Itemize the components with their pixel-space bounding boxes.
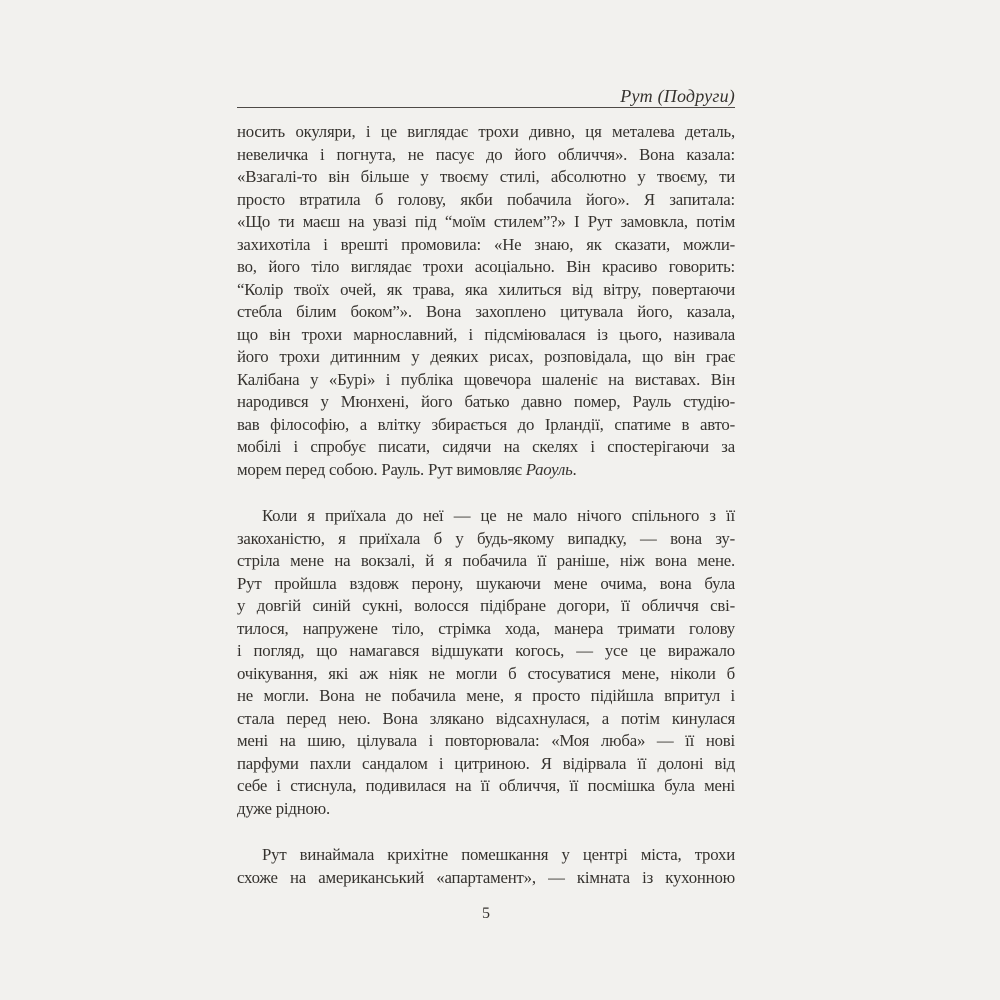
text-line: «Що ти маєш на увазі під “моїм стилем”?» І Рут замовкла, потім bbox=[237, 212, 735, 231]
text-line: закоханістю, я приїхала б у будь-якому випадку, — вона зу- bbox=[237, 528, 735, 548]
running-header bbox=[237, 85, 735, 108]
text-line: тилося, напружене тіло, стрімка хода, манера тримати голову bbox=[237, 618, 735, 638]
text-line: схоже на американський «апартамент», — кімната із кухонною bbox=[237, 867, 735, 887]
text-line: Коли я приїхала до неї — це не мало нічого спільного з її bbox=[262, 506, 735, 525]
text-line: парфуми пахли сандалом і цитриною. Я відірвала її долоні від bbox=[237, 753, 735, 773]
text-line: його трохи дитинним у деяких рисах, розповідала, що він грає bbox=[237, 347, 735, 366]
text-column bbox=[237, 85, 735, 889]
text-line: Калібана у «Бурі» і публіка щовечора шаленіє на виставах. Він bbox=[237, 369, 735, 389]
page-number: 5 bbox=[482, 905, 490, 922]
text-line: “Колір твоїх очей, як трава, яка хилиться від вітру, повертаючи bbox=[237, 279, 735, 299]
header-rule bbox=[237, 107, 735, 108]
text-line: себе і стиснула, подивилася на її обличчя, її посмішка була мені bbox=[237, 776, 735, 795]
text-line: не могли. Вона не побачила мене, я просто підійшла впритул і bbox=[237, 686, 735, 705]
text-line: мені на шию, цілувала і повторювала: «Моя люба» — її нові bbox=[237, 731, 735, 750]
paragraph-1 bbox=[237, 121, 735, 481]
text-line: просто втратила б голову, якби побачила його». Я запитала: bbox=[237, 189, 735, 209]
text-segment-italic: Раоуль bbox=[525, 459, 573, 479]
text-line: во, його тіло виглядає трохи асоціально. Він красиво говорить: bbox=[237, 257, 735, 276]
text-line bbox=[237, 459, 735, 482]
text-line: у довгій синій сукні, волосся підібране догори, її обличчя сві- bbox=[237, 596, 735, 615]
text-line: що він трохи марнославний, і підсміювалася із цього, називала bbox=[237, 324, 735, 344]
text-segment: морем перед собою. Рауль. Рут вимовляє bbox=[237, 459, 526, 479]
text-line: стебла білим боком”». Вона захоплено цитувала його, казала, bbox=[237, 302, 735, 321]
text-line: стала перед нею. Вона злякано відсахнулася, а потім кинулася bbox=[237, 708, 735, 728]
text-line: народився у Мюнхені, його батько давно помер, Рауль студію- bbox=[237, 392, 735, 411]
text-line: «Взагалі-то він більше у твоєму стилі, абсолютно у твоєму, ти bbox=[237, 167, 735, 186]
paragraph-2 bbox=[237, 505, 735, 820]
text-line: очікування, які аж ніяк не могли б стосуватися мене, ніколи б bbox=[237, 663, 735, 683]
text-line: і погляд, що намагався відшукати когось, — усе це виражало bbox=[237, 641, 735, 660]
text-line: Рут пройшла вздовж перону, шукаючи мене очима, вона була bbox=[237, 573, 735, 593]
text-segment: . bbox=[572, 459, 577, 479]
text-line: захихотіла і врешті промовила: «Не знаю, як сказати, можли- bbox=[237, 234, 735, 254]
text-line: носить окуляри, і це виглядає трохи дивно, ця металева деталь, bbox=[237, 122, 735, 141]
body-text bbox=[237, 121, 735, 889]
text-line: дуже рідною. bbox=[237, 798, 331, 818]
running-header-title: Рут (Подруги) bbox=[620, 86, 735, 106]
text-line: стріла мене на вокзалі, й я побачила її раніше, ніж вона мене. bbox=[237, 551, 735, 570]
text-line: вав філософію, а влітку збирається до Ірландії, спатиме в авто- bbox=[237, 414, 735, 434]
text-line: невеличка і погнута, не пасує до його обличчя». Вона казала: bbox=[237, 144, 735, 164]
text-line: Рут винаймала крихітне помешкання у центрі міста, трохи bbox=[262, 845, 735, 864]
paragraph-3 bbox=[237, 844, 735, 889]
text-line: мобілі і спробує писати, сидячи на скелях і спостерігаючи за bbox=[237, 437, 735, 456]
